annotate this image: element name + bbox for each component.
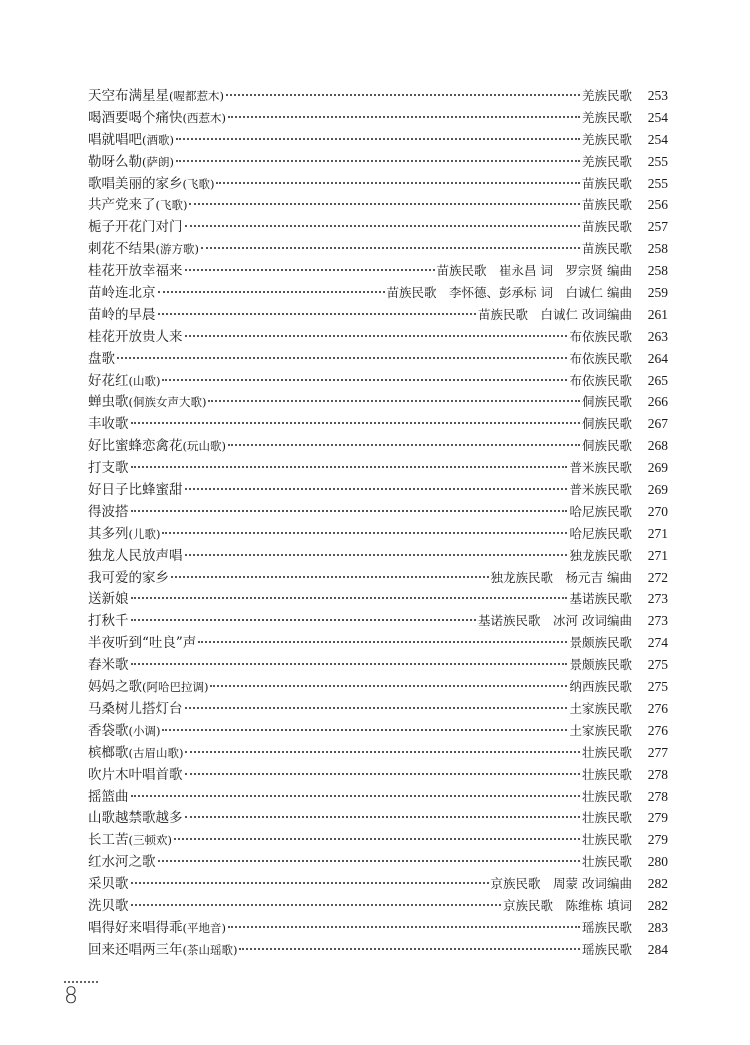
entry-title-text: 天空布满星星 [88, 88, 169, 104]
entry-title [88, 852, 156, 874]
entry-page-number: 279 [647, 810, 668, 826]
entry-credit: 羌族民歌 [581, 88, 632, 103]
entry-page-number: 255 [647, 175, 668, 191]
entry-credit: 独龙族民歌 杨元吉 编曲 [490, 569, 632, 585]
entry-credit: 基诺族民歌 冰河 改词编曲 [478, 613, 632, 629]
entry-page-number: 254 [647, 109, 668, 125]
entry-credit: 独龙族民歌 [569, 547, 632, 563]
entry-title-text: 好日子比蜂蜜甜 [88, 482, 183, 499]
entry-page-number: 257 [647, 219, 668, 235]
dot-leader [185, 487, 568, 490]
entry-title [88, 568, 169, 590]
toc-entry [88, 435, 668, 457]
dot-leader [131, 509, 568, 512]
entry-title-text: 共产党来了 [88, 197, 156, 214]
dot-leader [210, 684, 567, 687]
entry-page-number: 271 [647, 547, 668, 563]
dot-leader [226, 93, 580, 96]
table-of-contents [88, 85, 668, 961]
entry-subtitle: (阿哈巴拉调) [142, 680, 209, 695]
entry-credit: 壮族民歌 [581, 832, 632, 848]
entry-credit: 景颇族民歌 [569, 635, 632, 651]
entry-page-number: 255 [647, 153, 668, 169]
entry-page-number: 274 [647, 635, 668, 651]
entry-subtitle: (喔都惹木) [169, 89, 224, 103]
toc-entry [88, 588, 668, 610]
page-number: 8 [64, 984, 78, 1009]
entry-title [88, 108, 226, 130]
toc-entry [88, 85, 668, 107]
entry-title [88, 633, 196, 655]
entry-page-number: 275 [647, 657, 668, 673]
entry-page-number: 266 [647, 394, 668, 410]
entry-title-text: 香袋歌 [88, 722, 129, 739]
dot-leader [239, 947, 580, 950]
entry-title-text: 打支歌 [88, 460, 129, 477]
entry-title-text: 我可爱的家乡 [88, 569, 169, 586]
entry-title-text: 槟榔歌 [88, 744, 129, 761]
entry-page-number: 284 [647, 941, 668, 957]
entry-credit: 瑶族民歌 [581, 919, 632, 935]
entry-title [88, 502, 129, 524]
entry-page-number: 263 [647, 328, 668, 344]
entry-title-text: 送新娘 [88, 591, 129, 608]
entry-title [88, 283, 156, 305]
entry-credit: 哈尼族民歌 [569, 503, 632, 519]
dot-leader [216, 181, 580, 184]
entry-subtitle: (古眉山歌) [128, 745, 184, 760]
toc-entry [88, 151, 668, 173]
entry-title-text: 其多列 [88, 525, 129, 542]
entry-page-number: 268 [647, 438, 668, 454]
toc-entry [88, 545, 668, 567]
entry-title [88, 261, 183, 283]
entry-credit: 侗族民歌 [581, 438, 632, 454]
entry-title [88, 305, 156, 327]
dot-leader [176, 159, 580, 162]
dot-leader [174, 837, 580, 840]
toc-entry [88, 238, 668, 260]
entry-title-text: 妈妈之歌 [88, 679, 142, 696]
entry-title [88, 808, 183, 830]
dot-leader [228, 925, 580, 928]
entry-title-text: 半夜听到“吐良”声 [88, 635, 197, 652]
toc-entry [88, 786, 668, 808]
toc-entry [88, 742, 668, 764]
dot-leader [208, 399, 580, 402]
entry-page-number: 272 [647, 569, 668, 585]
entry-title-text: 洗贝歌 [88, 897, 129, 914]
entry-credit: 哈尼族民歌 [569, 525, 632, 541]
entry-page-number: 271 [647, 525, 668, 541]
entry-credit: 普米族民歌 [569, 460, 632, 476]
entry-title-text: 好比蜜蜂恋禽花 [88, 438, 183, 455]
entry-credit: 羌族民歌 [581, 109, 632, 125]
toc-entry [88, 479, 668, 501]
toc-entry [88, 260, 668, 282]
entry-subtitle: (三顿欢) [128, 833, 172, 848]
entry-credit: 苗族民歌 崔永昌 词 罗宗贤 编曲 [436, 263, 632, 279]
entry-title [88, 787, 129, 809]
entry-page-number: 279 [647, 832, 668, 848]
dot-leader [131, 421, 580, 424]
entry-page-number: 254 [647, 131, 668, 147]
entry-title-text: 红水河之歌 [88, 854, 156, 871]
entry-credit: 苗族民歌 [581, 197, 632, 213]
entry-credit: 苗族民歌 李怀德、彭承标 词 白诚仁 编曲 [386, 285, 632, 301]
entry-page-number: 278 [647, 766, 668, 782]
dot-leader [185, 772, 580, 775]
dot-leader [117, 356, 567, 359]
toc-entry [88, 698, 668, 720]
entry-page-number: 283 [647, 919, 668, 935]
entry-title-text: 盘歌 [88, 350, 115, 367]
entry-title [88, 195, 187, 217]
entry-title [88, 414, 129, 436]
dot-leader [185, 334, 568, 337]
toc-entry [88, 720, 668, 742]
entry-subtitle: (西惹木) [182, 110, 226, 125]
entry-credit: 纳西族民歌 [569, 679, 632, 695]
dot-leader [131, 881, 489, 884]
entry-title-text: 刺花不结果 [88, 241, 156, 258]
entry-title-text: 唱得好来唱得乖 [88, 919, 183, 936]
entry-title-text: 舂米歌 [88, 657, 129, 674]
dot-leader [228, 115, 580, 118]
toc-entry [88, 764, 668, 786]
entry-credit: 苗族民歌 [581, 219, 632, 235]
entry-page-number: 253 [647, 88, 668, 103]
dot-leader [176, 137, 580, 140]
dot-leader [131, 794, 580, 797]
entry-page-number: 277 [647, 744, 668, 760]
entry-title [88, 655, 129, 677]
toc-entry [88, 523, 668, 545]
entry-title [88, 830, 172, 852]
dot-leader [185, 224, 580, 227]
entry-title-text: 采贝歌 [88, 876, 129, 893]
dot-leader [131, 662, 568, 665]
entry-title [88, 918, 226, 940]
dot-leader [185, 750, 580, 753]
entry-credit: 瑶族民歌 [581, 941, 632, 957]
entry-title-text: 得波搭 [88, 503, 129, 520]
entry-title-text: 蝉虫歌 [88, 394, 129, 411]
entry-credit: 景颇族民歌 [569, 657, 632, 673]
entry-page-number: 275 [647, 679, 668, 695]
entry-page-number: 265 [647, 372, 668, 388]
entry-page-number: 258 [647, 263, 668, 279]
entry-title-text: 苗岭连北京 [88, 285, 156, 302]
entry-title-text: 勒呀么勒 [88, 153, 142, 170]
entry-title-text: 打秋千 [88, 613, 129, 630]
footer-rule [64, 981, 98, 983]
entry-title [88, 546, 183, 568]
entry-credit: 壮族民歌 [581, 788, 632, 804]
entry-subtitle: (茶山瑶歌) [182, 942, 238, 957]
entry-page-number: 269 [647, 460, 668, 476]
entry-subtitle: (儿歌) [128, 526, 161, 541]
toc-entry [88, 413, 668, 435]
entry-credit: 布依族民歌 [569, 372, 632, 388]
dot-leader [158, 312, 477, 315]
entry-title-text: 唱就唱吧 [88, 131, 142, 148]
dot-leader [162, 728, 567, 731]
entry-title [88, 896, 129, 918]
toc-entry [88, 654, 668, 676]
entry-title [88, 677, 208, 699]
toc-entry [88, 939, 668, 961]
entry-title-text: 桂花开放幸福来 [88, 263, 183, 280]
entry-credit: 侗族民歌 [581, 416, 632, 432]
entry-subtitle: (飞歌) [155, 198, 188, 213]
entry-title [88, 130, 174, 152]
entry-title [88, 480, 183, 502]
entry-title-text: 回来还唱两三年 [88, 941, 183, 958]
entry-credit: 京族民歌 周蒙 改词编曲 [490, 876, 632, 892]
entry-title [88, 699, 183, 721]
toc-entry [88, 829, 668, 851]
entry-page-number: 264 [647, 350, 668, 366]
toc-entry [88, 917, 668, 939]
dot-leader [162, 531, 567, 534]
entry-title [88, 217, 183, 239]
dot-leader [201, 246, 580, 249]
toc-entry [88, 501, 668, 523]
entry-credit: 土家族民歌 [569, 722, 632, 738]
dot-leader [189, 202, 580, 205]
entry-title [88, 743, 183, 765]
toc-entry [88, 676, 668, 698]
toc-entry [88, 129, 668, 151]
entry-subtitle: (玩山歌) [182, 439, 226, 454]
entry-credit: 羌族民歌 [581, 153, 632, 169]
toc-entry [88, 348, 668, 370]
entry-page-number: 282 [647, 876, 668, 892]
entry-page-number: 280 [647, 854, 668, 870]
entry-subtitle: (游方歌) [155, 242, 199, 257]
dot-leader [185, 815, 580, 818]
entry-page-number: 276 [647, 700, 668, 716]
dot-leader [131, 903, 502, 906]
entry-title [88, 765, 183, 787]
entry-title [88, 611, 129, 633]
entry-title [88, 327, 183, 349]
entry-page-number: 273 [647, 613, 668, 629]
dot-leader [185, 706, 568, 709]
entry-title [88, 86, 224, 108]
entry-title [88, 940, 237, 962]
entry-page-number: 259 [647, 285, 668, 301]
entry-title-text: 喝酒要喝个痛快 [88, 109, 183, 126]
toc-entry [88, 391, 668, 413]
entry-credit: 苗族民歌 白诚仁 改词编曲 [478, 306, 632, 322]
entry-credit: 基诺族民歌 [569, 591, 632, 607]
entry-title [88, 589, 129, 611]
entry-title-text: 丰收歌 [88, 416, 129, 433]
entry-credit: 布依族民歌 [569, 328, 632, 344]
dot-leader [131, 465, 568, 468]
entry-credit: 侗族民歌 [581, 394, 632, 410]
entry-title [88, 874, 129, 896]
entry-title-text: 好花红 [88, 372, 129, 389]
dot-leader [131, 618, 477, 621]
dot-leader [228, 443, 580, 446]
entry-title [88, 458, 129, 480]
entry-credit: 壮族民歌 [581, 854, 632, 870]
entry-credit: 壮族民歌 [581, 766, 632, 782]
entry-title [88, 524, 160, 546]
entry-title [88, 392, 206, 414]
entry-page-number: 261 [647, 306, 668, 322]
toc-entry [88, 107, 668, 129]
toc-entry [88, 194, 668, 216]
toc-entry [88, 304, 668, 326]
dot-leader [158, 859, 580, 862]
entry-title [88, 239, 199, 261]
entry-title-text: 栀子开花门对门 [88, 219, 183, 236]
entry-credit: 苗族民歌 [581, 241, 632, 257]
dot-leader [158, 290, 385, 293]
entry-page-number: 269 [647, 482, 668, 498]
toc-entry [88, 632, 668, 654]
entry-page-number: 258 [647, 241, 668, 257]
entry-title [88, 371, 160, 393]
entry-title-text: 独龙人民放声唱 [88, 547, 183, 564]
entry-credit: 土家族民歌 [569, 700, 632, 716]
entry-subtitle: (山歌) [128, 373, 161, 388]
entry-credit: 羌族民歌 [581, 131, 632, 147]
entry-title-text: 马桑树儿搭灯台 [88, 700, 183, 717]
entry-title [88, 721, 160, 743]
toc-entry [88, 873, 668, 895]
entry-page-number: 282 [647, 897, 668, 913]
entry-page-number: 256 [647, 197, 668, 213]
entry-title [88, 174, 214, 196]
entry-subtitle: (萨朗) [142, 154, 174, 169]
toc-entry [88, 173, 668, 195]
dot-leader [162, 378, 567, 381]
toc-entry [88, 370, 668, 392]
dot-leader [131, 596, 568, 599]
entry-title-text: 歌唱美丽的家乡 [88, 175, 183, 192]
entry-page-number: 278 [647, 788, 668, 804]
toc-entry [88, 851, 668, 873]
entry-title-text: 桂花开放贵人来 [88, 328, 183, 345]
toc-entry [88, 567, 668, 589]
entry-title [88, 152, 174, 174]
entry-page-number: 267 [647, 416, 668, 432]
toc-entry [88, 216, 668, 238]
entry-subtitle: (侗族女声大歌) [128, 395, 207, 410]
entry-title-text: 山歌越禁歌越多 [88, 810, 183, 827]
entry-subtitle: (酒歌) [142, 132, 174, 147]
entry-title-text: 苗岭的早晨 [88, 306, 156, 323]
entry-credit: 普米族民歌 [569, 482, 632, 498]
entry-title [88, 436, 226, 458]
toc-entry [88, 895, 668, 917]
dot-leader [198, 640, 567, 643]
entry-title-text: 长工苦 [88, 832, 129, 849]
dot-leader [185, 268, 435, 271]
entry-credit: 壮族民歌 [581, 744, 632, 760]
entry-subtitle: (飞歌) [182, 176, 215, 191]
entry-title-text: 吹片木叶唱首歌 [88, 766, 183, 783]
toc-entry [88, 610, 668, 632]
entry-credit: 京族民歌 陈维栋 填词 [503, 897, 632, 913]
toc-entry [88, 326, 668, 348]
entry-credit: 苗族民歌 [581, 175, 632, 191]
entry-subtitle: (平地音) [182, 920, 226, 935]
toc-entry [88, 282, 668, 304]
toc-entry [88, 807, 668, 829]
entry-page-number: 276 [647, 722, 668, 738]
toc-entry [88, 457, 668, 479]
entry-credit: 壮族民歌 [581, 810, 632, 826]
entry-subtitle: (小调) [128, 723, 161, 738]
entry-title-text: 摇篮曲 [88, 788, 129, 805]
entry-page-number: 270 [647, 503, 668, 519]
entry-credit: 布依族民歌 [569, 350, 632, 366]
entry-page-number: 273 [647, 591, 668, 607]
entry-title [88, 349, 115, 371]
dot-leader [185, 553, 568, 556]
dot-leader [171, 575, 489, 578]
